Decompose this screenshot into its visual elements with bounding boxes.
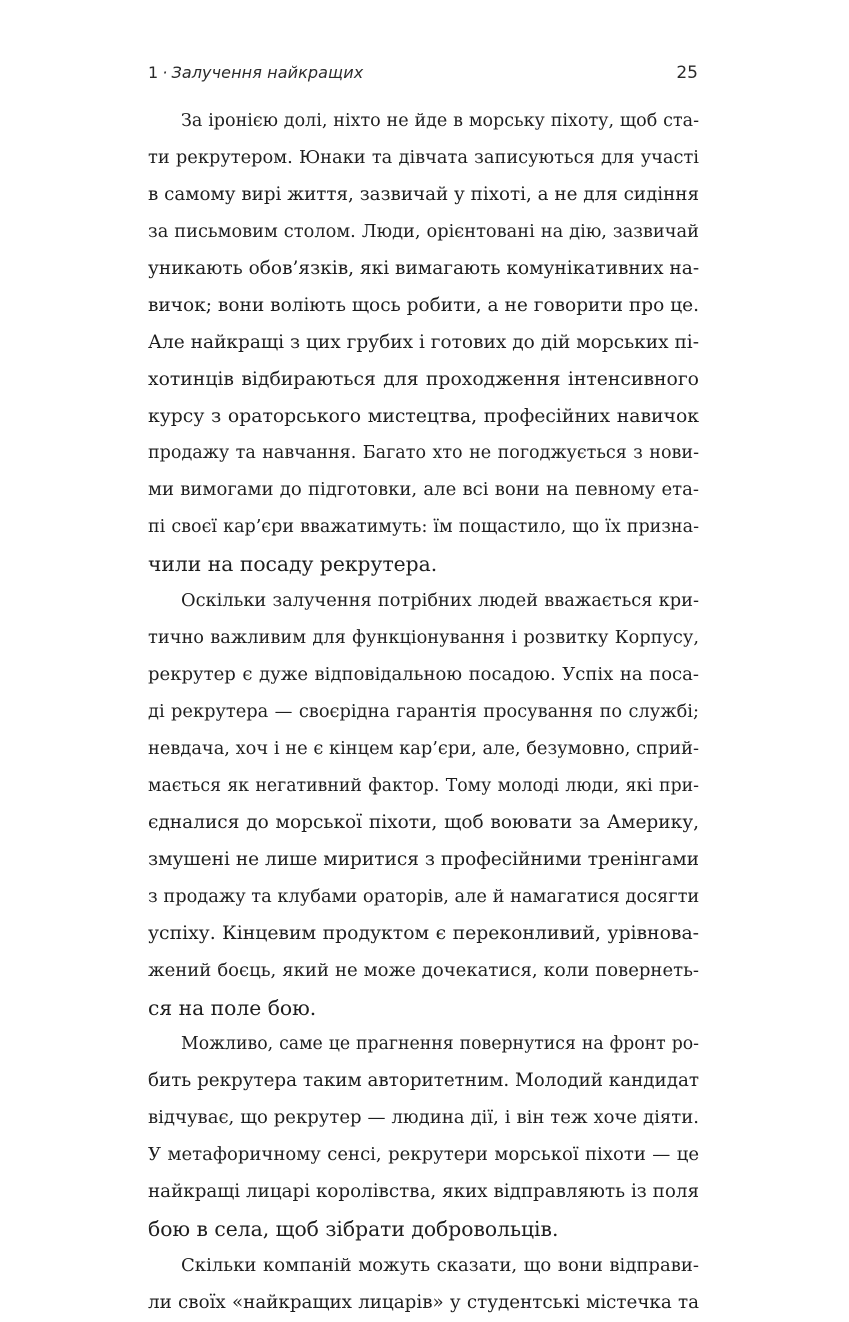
text-line: уникають обов’язків, які вимагають комунікативних на-	[148, 257, 700, 279]
text-line: тично важливим для функціонування і розвитку Корпусу,	[148, 627, 699, 649]
text-line: бою в села, щоб зібрати добровольців.	[148, 1217, 559, 1242]
text-line: успіху. Кінцевим продуктом є переконливий, урівнова-	[148, 922, 699, 944]
text-line: в самому вирі життя, зазвичай у піхоті, а не для сидіння	[148, 183, 699, 205]
body-text	[148, 103, 699, 1322]
chapter-separator: ·	[162, 63, 168, 82]
running-head	[148, 58, 698, 88]
text-line: Скільки компаній можуть сказати, що вони відправи-	[181, 1255, 699, 1277]
text-line: хотинців відбираються для проходження інтенсивного	[148, 368, 699, 390]
text-line: курсу з ораторського мистецтва, професійних навичок	[148, 405, 699, 427]
text-line: Можливо, саме це прагнення повернутися на фронт ро-	[181, 1034, 699, 1055]
text-line: бить рекрутера таким авторитетним. Молодий кандидат	[148, 1070, 699, 1092]
text-line: за письмовим столом. Люди, орієнтовані на дію, зазвичай	[148, 220, 699, 242]
text-line: продажу та навчання. Багато хто не погоджується з нови-	[148, 443, 699, 464]
text-line: мається як негативний фактор. Тому молоді люди, які при-	[148, 775, 699, 796]
text-line: рекрутер є дуже відповідальною посадою. Успіх на поса-	[148, 664, 699, 686]
text-line: ти рекрутером. Юнаки та дівчата записуються для участі	[148, 146, 699, 168]
text-line: ми вимогами до підготовки, але всі вони на певному ета-	[148, 479, 699, 501]
text-line: У метафоричному сенсі, рекрутери морської піхоти — це	[148, 1144, 699, 1166]
text-line: вичок; вони воліють щось робити, а не говорити про це.	[148, 294, 699, 316]
chapter-number: 1	[148, 63, 159, 82]
text-line: Але найкращі з цих грубих і готових до дій морських пі-	[148, 331, 699, 353]
text-line: ді рекрутера — своєрідна гарантія просування по службі;	[148, 701, 699, 722]
text-line: жений боєць, який не може дочекатися, коли повернеть-	[148, 959, 699, 981]
page-number: 25	[676, 63, 698, 83]
text-line: пі своєї кар’єри вважатимуть: їм пощастило, що їх призна-	[148, 517, 699, 538]
text-line: За іронією долі, ніхто не йде в морську піхоту, щоб ста-	[181, 111, 699, 131]
chapter-heading	[148, 58, 363, 88]
text-line: змушені не лише миритися з професійними тренінгами	[148, 848, 699, 870]
text-line: Оскільки залучення потрібних людей вважається кри-	[181, 590, 699, 612]
text-line: відчуває, що рекрутер — людина дії, і він теж хоче діяти.	[148, 1107, 699, 1129]
text-line: ся на поле бою.	[148, 995, 317, 1020]
text-line: невдача, хоч і не є кінцем кар’єри, але, безумовно, сприй-	[148, 737, 699, 759]
text-line: найкращі лицарі королівства, яких відправляють із поля	[148, 1181, 699, 1203]
chapter-title: Залучення найкращих	[171, 63, 364, 82]
text-line: єдналися до морської піхоти, щоб воювати за Америку,	[148, 811, 699, 833]
text-line: ли своїх «найкращих лицарів» у студентські містечка та	[148, 1292, 699, 1313]
text-line: з продажу та клубами ораторів, але й намагатися досягти	[148, 885, 700, 907]
text-line: чили на посаду рекрутера.	[148, 552, 438, 577]
